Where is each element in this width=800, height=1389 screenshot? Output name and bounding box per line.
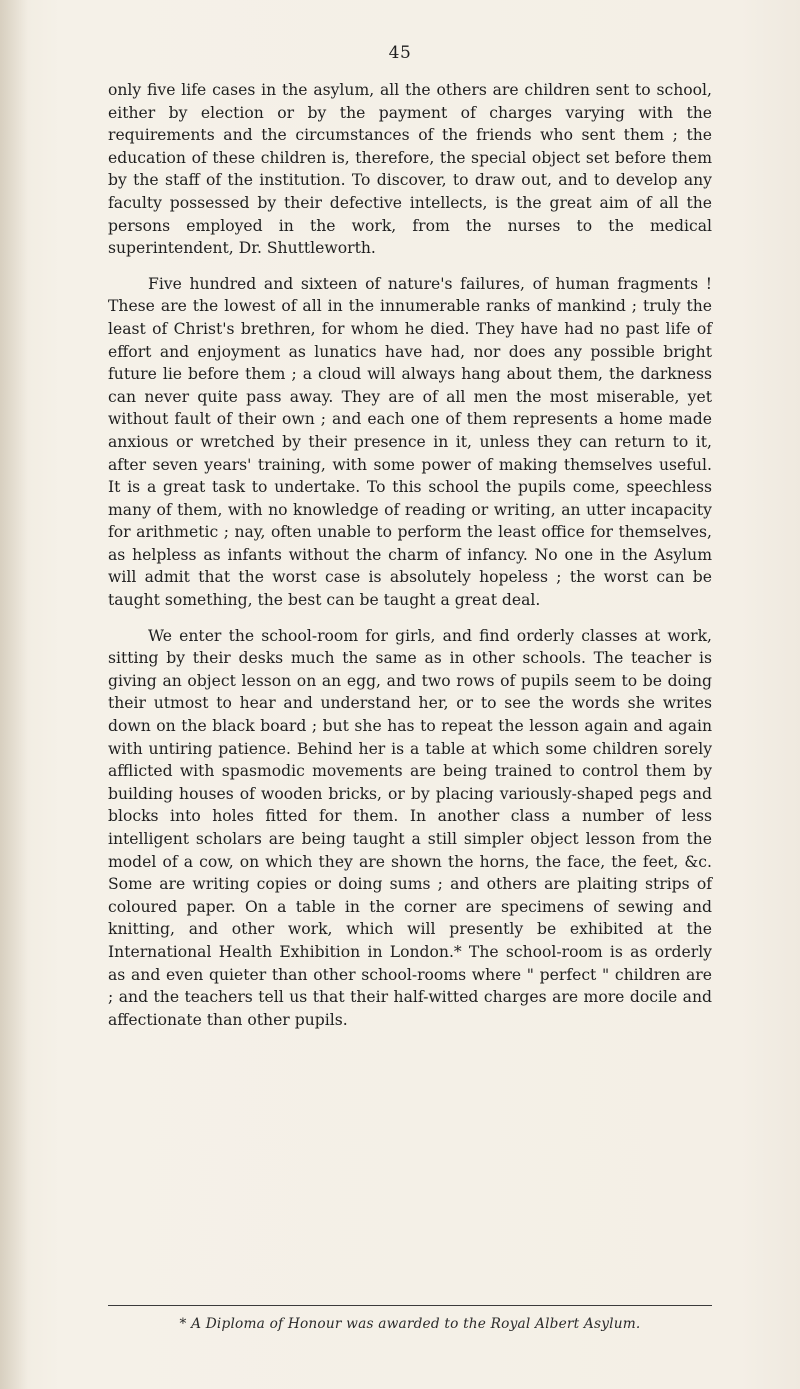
- paragraph-2: Five hundred and sixteen of nature's failures, of human fragments ! These are the lowest of all in the innumerable ranks of mankind ; truly the least of Christ's brethren, for whom he died. They have had no past life of effort and enjoyment as lunatics have had, nor does any possible bright future lie before them ; a cloud will always hang about them, the darkness can never quite pass away. They are of all men the most miserable, yet without fault of their own ; and each one of them represents a home made anxious or wretched by their presence in it, unless they can return to it, after seven years' training, with some power of making themselves useful. It is a great task to undertake. To this school the pupils come, speechless many of them, with no knowledge of reading or writing, an utter incapacity for arithmetic ; nay, often unable to perform the least office for themselves, as helpless as infants without the charm of infancy. No one in the Asylum will admit that the worst case is absolutely hopeless ; the worst can be taught something, the best can be taught a great deal.: [108, 274, 712, 610]
- paragraph-1: only five life cases in the asylum, all the others are children sent to school, either by election or by the payment of charges varying with the requirements and the circumstances of the friends who sent them ; the education of these children is, therefore, the special object set before them by the staff of the institution. To discover, to draw out, and to develop any faculty possessed by their defective intellects, is the great aim of all the persons employed in the work, from the nurses to the medical superintendent, Dr. Shuttleworth.: [108, 81, 712, 258]
- page-number: 45: [388, 43, 412, 63]
- binding-shadow: [0, 0, 28, 1389]
- footnote-divider: [108, 1305, 712, 1306]
- paragraph-3: We enter the school-room for girls, and find orderly classes at work, sitting by their desks much the same as in other schools. The teacher is giving an object lesson on an egg, and two rows of pupils seem to be doing their utmost to hear and understand her, or to see the words she writes down on the black board ; but she has to repeat the lesson again and again with untiring patience. Behind her is a table at which some children sorely afflicted with spasmodic movements are being trained to control them by building houses of wooden bricks, or by placing variously-shaped pegs and blocks into holes fitted for them. In another class a number of less intelligent scholars are being taught a still simpler object lesson from the model of a cow, on which they are shown the horns, the face, the feet, &c. Some are writing copies or doing sums ; and others are plaiting strips of coloured paper. On a table in the corner are specimens of sewing and knitting, and other work, which will presently be exhibited at the International Health Exhibition in London.* The school-room is as orderly as and even quieter than other school-rooms where " perfect " children are ; and the teachers tell us that their half-witted charges are more docile and affectionate than other pupils.: [108, 626, 712, 1029]
- main-text: [108, 79, 712, 1031]
- footnote: * A Diploma of Honour was awarded to the Royal Albert Asylum.: [179, 1316, 641, 1332]
